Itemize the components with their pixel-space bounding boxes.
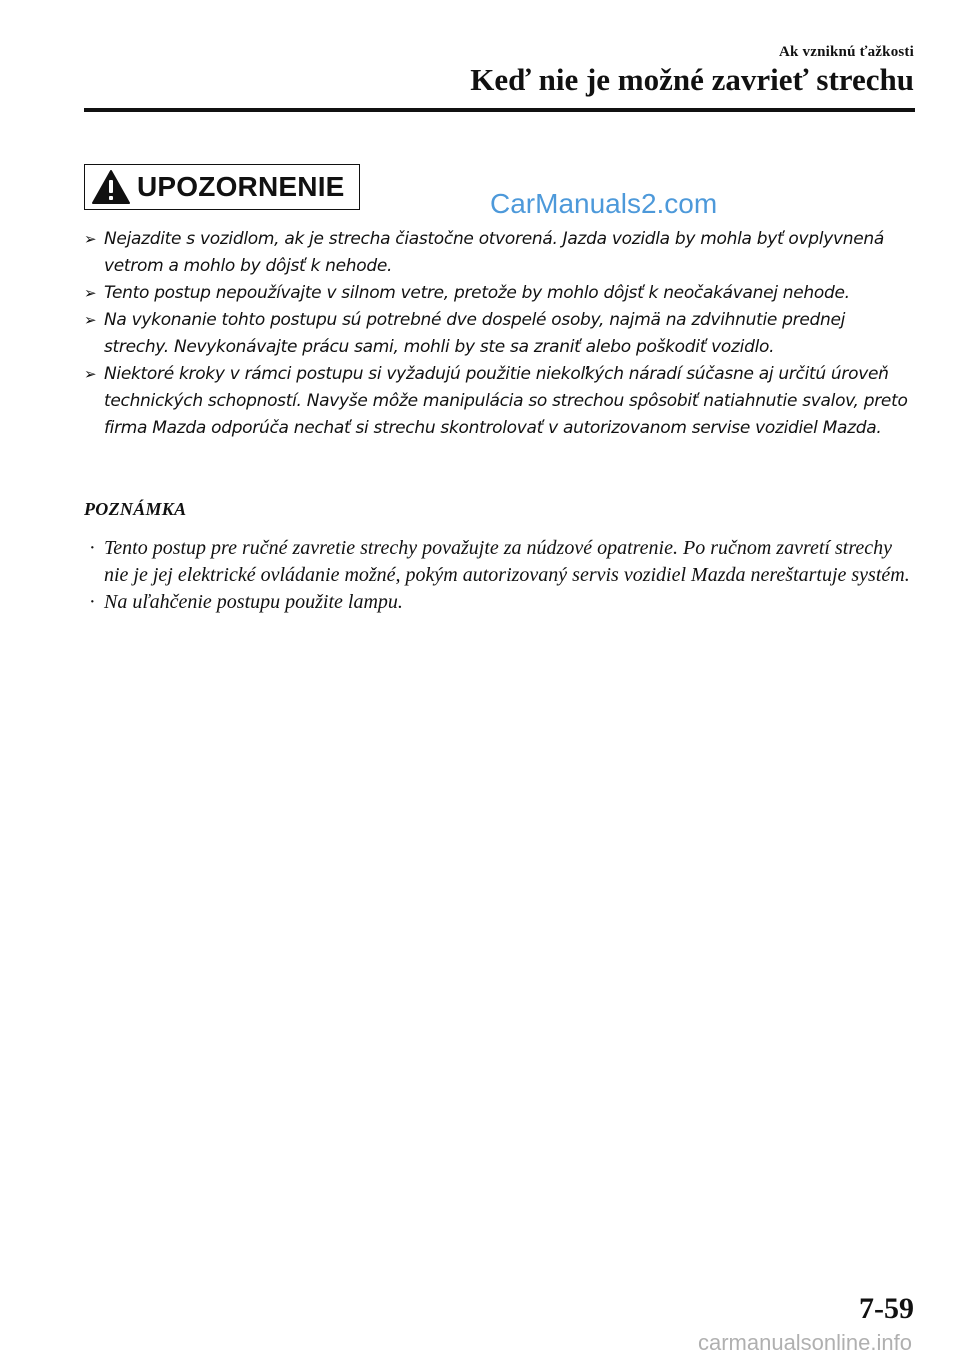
note-list xyxy=(84,535,914,616)
page-title: Keď nie je možné zavrieť strechu xyxy=(470,62,914,97)
warning-item xyxy=(84,226,914,280)
arrow-bullet-icon: ➢ xyxy=(84,365,97,383)
warning-box xyxy=(84,164,360,210)
warning-item-text: Nejazdite s vozidlom, ak je strecha čiastočne otvorená. Jazda vozidla by mohla byť ovplyvnená vetrom a mohlo by dôjsť k nehode. xyxy=(104,229,884,276)
warning-item-text: Na vykonanie tohto postupu sú potrebné dve dospelé osoby, najmä na zdvihnutie prednej strechy. Nevykonávajte prácu sami, mohli by ste sa zraniť alebo poškodiť vozidlo. xyxy=(104,310,846,357)
warning-item-text: Tento postup nepoužívajte v silnom vetre, pretože by mohlo dôjsť k neočakávanej nehode. xyxy=(104,283,850,303)
note-item-text: Na uľahčenie postupu použite lampu. xyxy=(104,591,403,613)
arrow-bullet-icon: ➢ xyxy=(84,311,97,329)
note-item xyxy=(84,535,914,589)
warning-item xyxy=(84,361,914,442)
note-heading: POZNÁMKA xyxy=(84,499,187,519)
section-label: Ak vzniknú ťažkosti xyxy=(779,44,914,60)
page-number: 7-59 xyxy=(859,1292,914,1325)
warning-list xyxy=(84,226,914,442)
arrow-bullet-icon: ➢ xyxy=(84,230,97,248)
note-item xyxy=(84,589,914,616)
dot-bullet-icon: · xyxy=(89,537,96,559)
warning-item xyxy=(84,307,914,361)
watermark: CarManuals2.com xyxy=(490,188,718,219)
dot-bullet-icon: · xyxy=(89,591,96,613)
warning-title: UPOZORNENIE xyxy=(137,171,345,202)
arrow-bullet-icon: ➢ xyxy=(84,284,97,302)
warning-triangle-icon xyxy=(91,169,131,205)
footer-watermark: carmanualsonline.info xyxy=(697,1330,912,1355)
warning-item xyxy=(84,280,914,307)
warning-item-text: Niektoré kroky v rámci postupu si vyžadujú použitie niekoľkých náradí súčasne aj určitú úroveň technických schopností. Navyše môže manipulácia so strechou spôsobiť natiahnutie svalov, preto firma Mazda odporúča nechať si strechu skontrolovať v autorizovanom servise vozidiel Mazda. xyxy=(104,364,908,438)
title-rule xyxy=(84,108,915,112)
note-item-text: Tento postup pre ručné zavretie strechy považujte za núdzové opatrenie. Po ručnom zavretí strechy nie je jej elektrické ovládanie možné, pokým autorizovaný servis vozidiel Mazda nereštartuje systém. xyxy=(104,537,910,586)
